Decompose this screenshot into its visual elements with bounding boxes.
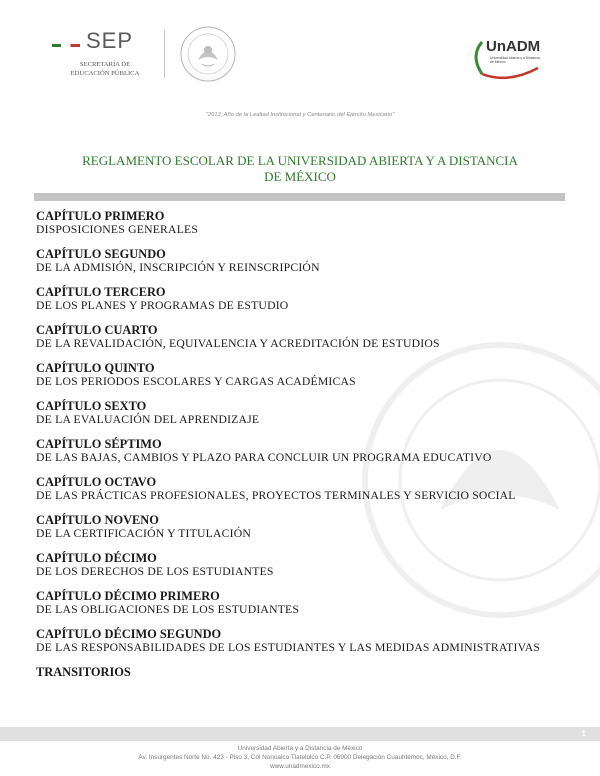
chapter-title: DE LOS PLANES Y PROGRAMAS DE ESTUDIO (36, 299, 289, 312)
transitorios-heading: TRANSITORIOS (36, 665, 131, 679)
chapter-item (36, 590, 576, 616)
chapter-number: CAPÍTULO DÉCIMO SEGUNDO (36, 627, 222, 641)
chapter-title: DISPOSICIONES GENERALES (36, 223, 199, 236)
mexico-seal-icon (178, 24, 238, 84)
chapter-item (36, 628, 576, 654)
chapter-item (36, 210, 576, 236)
institutional-motto: "2013, Año de la Lealtad Institucional y Centenario del Ejército Mexicano" (205, 112, 395, 118)
title-rule (34, 193, 565, 201)
chapter-number: CAPÍTULO CUARTO (36, 323, 158, 337)
chapter-title: DE LAS PRÁCTICAS PROFESIONALES, PROYECTOS TERMINALES Y SERVICIO SOCIAL (36, 489, 516, 502)
chapter-item (36, 400, 576, 426)
chapter-item (36, 248, 576, 274)
chapter-item (36, 438, 576, 464)
chapter-title: DE LAS RESPONSABILIDADES DE LOS ESTUDIANTES Y LAS MEDIDAS ADMINISTRATIVAS (36, 641, 541, 654)
chapter-number: CAPÍTULO QUINTO (36, 361, 155, 375)
chapter-item (36, 324, 576, 350)
chapter-number: CAPÍTULO SÉPTIMO (36, 437, 162, 451)
chapter-number: CAPÍTULO DÉCIMO PRIMERO (36, 589, 220, 603)
sep-logo-block (52, 26, 148, 86)
footer-bar (0, 727, 600, 741)
sep-logo: SEP (86, 28, 134, 53)
footer-line-address: Av. Insurgentes Norte No. 423 - Piso 3, Col Nonoalco Tlatelolco C.P. 06900 Delegación Cuauhtémoc, México, D.F. (138, 754, 462, 761)
chapter-title: DE LA ADMISIÓN, INSCRIPCIÓN Y REINSCRIPCIÓN (36, 261, 320, 274)
chapter-number: CAPÍTULO OCTAVO (36, 475, 157, 489)
chapter-number: CAPÍTULO PRIMERO (36, 209, 165, 223)
footer-address (0, 744, 600, 771)
header-divider (164, 30, 165, 78)
chapter-number: CAPÍTULO SEXTO (36, 399, 147, 413)
footer-line-website: www.unadmexico.mx (269, 763, 331, 770)
footer-line-institution: Universidad Abierta y a Distancia de México (237, 745, 363, 752)
chapter-item (36, 476, 576, 502)
chapter-item (36, 552, 576, 578)
chapter-title: DE LAS BAJAS, CAMBIOS Y PLAZO PARA CONCLUIR UN PROGRAMA EDUCATIVO (36, 451, 492, 464)
chapter-title: DE LAS OBLIGACIONES DE LOS ESTUDIANTES (36, 603, 300, 616)
sep-flag-stripe (52, 44, 80, 47)
chapter-item (36, 362, 576, 388)
unadm-logo-block (468, 34, 548, 80)
chapter-title: DE LA CERTIFICACIÓN Y TITULACIÓN (36, 527, 251, 540)
chapter-title: DE LA EVALUACIÓN DEL APRENDIZAJE (36, 413, 260, 426)
page-number: 1 (581, 729, 586, 738)
chapter-title: DE LOS DERECHOS DE LOS ESTUDIANTES (36, 565, 274, 578)
sep-subtitle: SECRETARÍA DE EDUCACIÓN PÚBLICA (70, 61, 140, 77)
chapter-number: CAPÍTULO NOVENO (36, 513, 159, 527)
chapter-item (36, 514, 576, 540)
chapter-number: CAPÍTULO SEGUNDO (36, 247, 166, 261)
chapter-title: DE LA REVALIDACIÓN, EQUIVALENCIA Y ACREDITACIÓN DE ESTUDIOS (36, 337, 440, 350)
chapter-number: CAPÍTULO TERCERO (36, 285, 166, 299)
chapter-number: CAPÍTULO DÉCIMO (36, 551, 157, 565)
page-header (0, 0, 600, 100)
chapter-title: DE LOS PERIODOS ESCOLARES Y CARGAS ACADÉMICAS (36, 375, 356, 388)
unadm-subtitle: Universidad Abierta y a Distancia de México (490, 56, 540, 64)
chapter-list (36, 210, 576, 679)
chapter-item (36, 286, 576, 312)
unadm-logo: UnADM (486, 38, 541, 55)
document-title: REGLAMENTO ESCOLAR DE LA UNIVERSIDAD ABIERTA Y A DISTANCIA DE MÉXICO (82, 153, 518, 184)
